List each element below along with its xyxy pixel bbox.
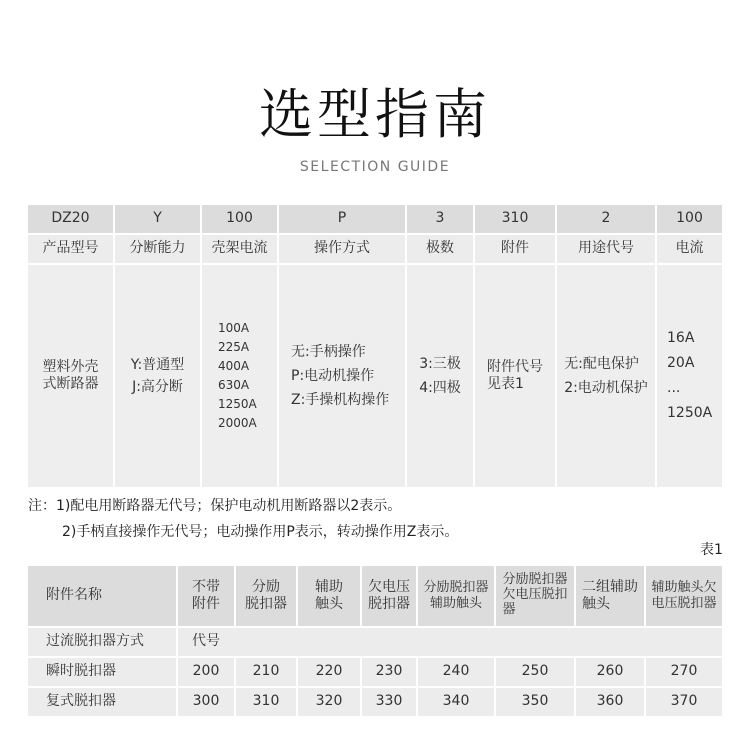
desc-product	[28, 265, 113, 487]
acc-row-value: 250	[496, 658, 574, 686]
acc-row-name: 复式脱扣器	[28, 688, 176, 716]
acc-header-col	[576, 566, 644, 626]
acc-row-value: 340	[418, 688, 494, 716]
code-product: DZ20	[28, 205, 113, 233]
acc-header-line: 欠电压	[368, 578, 410, 595]
code-frame-current: 100	[202, 205, 277, 233]
table-label: 表1	[700, 542, 723, 558]
acc-header-col	[362, 566, 416, 626]
acc-header-line: 触头	[315, 596, 343, 612]
desc-operation	[279, 265, 405, 487]
note-line-2: 2)手柄直接操作无代号；电动操作用P表示，转动操作用Z表示。	[62, 524, 459, 540]
acc-header-line: 不带	[192, 578, 220, 595]
header-accessory: 附件	[475, 235, 555, 263]
desc-poles-line: 4:四极	[419, 380, 461, 396]
note-text-1: 1)配电用断路器无代号；保护电动机用断路器以2表示。	[56, 498, 402, 514]
header-breaking: 分断能力	[115, 235, 200, 263]
acc-row-value: 200	[178, 658, 234, 686]
acc-header-line: 器	[502, 602, 516, 617]
acc-row-value: 300	[178, 688, 234, 716]
acc-row-name: 瞬时脱扣器	[28, 658, 176, 686]
desc-frame-current-line: 100A	[218, 321, 250, 335]
desc-current-line: 1250A	[667, 405, 713, 421]
code-accessory: 310	[475, 205, 555, 233]
note-line-1	[28, 495, 401, 515]
acc-row-value: 350	[496, 688, 574, 716]
code-current: 100	[657, 205, 722, 233]
acc-row-value: 210	[236, 658, 296, 686]
desc-accessory-line: 见表1	[487, 376, 524, 392]
desc-product-line: 式断路器	[42, 376, 99, 392]
desc-poles-line: 3:三极	[419, 356, 461, 372]
header-operation: 操作方式	[279, 235, 405, 263]
desc-operation-line: P:电动机操作	[291, 368, 375, 384]
desc-current	[657, 265, 722, 487]
acc-header-line: 辅助触头欠	[651, 579, 717, 595]
desc-accessory-line: 附件代号	[487, 358, 543, 375]
acc-row-value: 220	[298, 658, 360, 686]
acc-header-line: 触头	[582, 596, 610, 612]
desc-frame-current-line: 1250A	[218, 397, 257, 411]
desc-operation-line: Z:手操机构操作	[291, 392, 390, 408]
desc-poles	[407, 265, 473, 487]
desc-frame-current-line: 225A	[218, 340, 250, 354]
desc-breaking	[115, 265, 200, 487]
code-operation: P	[279, 205, 405, 233]
desc-accessory	[475, 265, 555, 487]
acc-header-col	[298, 566, 360, 626]
desc-usage	[557, 265, 655, 487]
desc-product-line: 塑料外壳	[42, 358, 99, 375]
desc-current-line: 16A	[667, 330, 695, 346]
acc-row-value: 240	[418, 658, 494, 686]
code-usage: 2	[557, 205, 655, 233]
acc-row-value: 320	[298, 688, 360, 716]
acc-header-col	[178, 566, 234, 626]
header-poles: 极数	[407, 235, 473, 263]
desc-frame-current	[202, 265, 277, 487]
code-breaking: Y	[115, 205, 200, 233]
acc-header-line: 辅助	[315, 578, 343, 595]
acc-row-value: 310	[236, 688, 296, 716]
desc-frame-current-line: 400A	[218, 359, 250, 373]
acc-header-line: 脱扣器	[368, 596, 410, 612]
desc-operation-line: 无:手柄操作	[291, 344, 366, 360]
desc-current-line: 20A	[667, 355, 695, 371]
header-current: 电流	[657, 235, 722, 263]
acc-header-line: 附件	[192, 596, 220, 612]
acc-header-line: 欠电压脱扣	[502, 587, 568, 602]
acc-row-value: 260	[576, 658, 644, 686]
desc-usage-line: 无:配电保护	[564, 356, 639, 372]
acc-row-value: 330	[362, 688, 416, 716]
acc-header-line: 二组辅助	[582, 578, 638, 595]
desc-usage-line: 2:电动机保护	[564, 380, 648, 396]
acc-row-value: 360	[576, 688, 644, 716]
acc-header-col	[646, 566, 722, 626]
acc-header-line: 脱扣器	[245, 596, 287, 612]
acc-header-line: 辅助触头	[429, 596, 482, 611]
acc-code-label: 代号	[178, 628, 722, 656]
code-poles: 3	[407, 205, 473, 233]
header-usage: 用途代号	[557, 235, 655, 263]
note-prefix: 注：	[28, 498, 56, 514]
acc-header-line: 分励脱扣器	[502, 572, 568, 587]
acc-header-name: 附件名称	[28, 566, 176, 626]
acc-header-line: 分励	[252, 578, 280, 595]
acc-header-col	[496, 566, 574, 626]
acc-header-col	[418, 566, 494, 626]
header-frame-current: 壳架电流	[202, 235, 277, 263]
header-product: 产品型号	[28, 235, 113, 263]
desc-frame-current-line: 2000A	[218, 416, 257, 430]
page-title: 选型指南	[259, 83, 491, 146]
desc-breaking-line: J:高分断	[132, 379, 183, 395]
acc-header-line: 分励脱扣器	[423, 579, 489, 595]
acc-header-line: 电压脱扣器	[651, 596, 717, 611]
desc-breaking-line: Y:普通型	[130, 357, 185, 373]
page-subtitle: SELECTION GUIDE	[299, 159, 451, 175]
acc-row-value: 230	[362, 658, 416, 686]
acc-method-label: 过流脱扣器方式	[28, 628, 176, 656]
desc-frame-current-line: 630A	[218, 378, 250, 392]
acc-row-value: 270	[646, 658, 722, 686]
desc-current-line: ...	[667, 380, 681, 396]
acc-header-col	[236, 566, 296, 626]
acc-row-value: 370	[646, 688, 722, 716]
